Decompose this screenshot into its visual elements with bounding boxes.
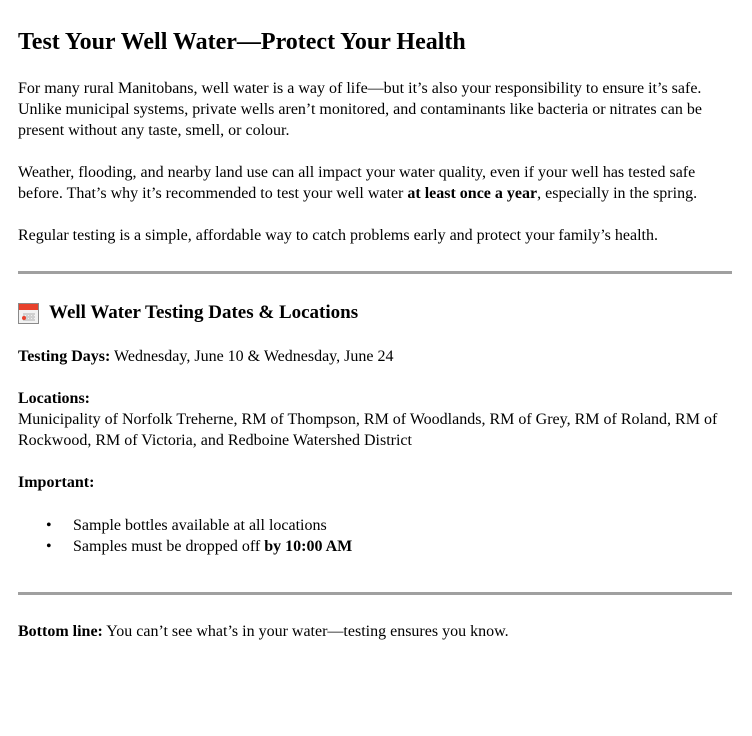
frequency-emphasis: at least once a year xyxy=(407,185,538,202)
bottom-line-text: You can’t see what’s in your water—testing ensures you know. xyxy=(102,623,509,640)
bullet-icon: • xyxy=(46,517,52,534)
list-item xyxy=(46,515,734,536)
list-item-text: Sample bottles available at all locations xyxy=(73,517,327,534)
intro-paragraph-2-tail: , especially in the spring. xyxy=(537,185,698,202)
locations-value: Municipality of Norfolk Treherne, RM of Thompson, RM of Woodlands, RM of Grey, RM of Roland, RM of Rockwood, RM of Victoria, and Redboine Watershed District xyxy=(18,411,718,449)
section-heading xyxy=(18,301,734,325)
section-heading-text: Well Water Testing Dates & Locations xyxy=(49,302,359,323)
testing-days-label: Testing Days: xyxy=(18,348,111,365)
important-list xyxy=(18,515,734,557)
deadline-emphasis: by 10:00 AM xyxy=(264,538,353,555)
bullet-icon: • xyxy=(46,538,52,555)
divider xyxy=(18,271,732,274)
testing-days-value: Wednesday, June 10 & Wednesday, June 24 xyxy=(110,348,394,365)
intro-paragraph-3: Regular testing is a simple, affordable way to catch problems early and protect your family’s health. xyxy=(18,227,658,244)
intro-paragraph-2-text: Weather, flooding, and nearby land use can all impact your water quality, even if your well has tested safe before. That’s why it’s recommended to test your well water xyxy=(18,164,696,202)
page-title: Test Your Well Water—Protect Your Health xyxy=(18,29,466,55)
bottom-line xyxy=(18,621,734,642)
intro-paragraph-1: For many rural Manitobans, well water is a way of life—but it’s also your responsibility to ensure it’s safe. Unlike municipal systems, private wells aren’t monitored, and contaminants like bacteria or nitrates can be present without any taste, smell, or colour. xyxy=(18,80,702,139)
testing-days xyxy=(18,346,734,367)
calendar-icon xyxy=(18,303,39,324)
list-item xyxy=(46,536,734,557)
list-item-text: Samples must be dropped off xyxy=(73,538,265,555)
important-label-text: Important: xyxy=(18,474,95,491)
locations-label-text: Locations: xyxy=(18,390,90,407)
divider xyxy=(18,592,732,595)
intro-paragraph-2 xyxy=(18,162,734,204)
locations-label xyxy=(18,388,734,409)
important-label xyxy=(18,472,734,493)
bottom-line-label: Bottom line: xyxy=(18,623,103,640)
